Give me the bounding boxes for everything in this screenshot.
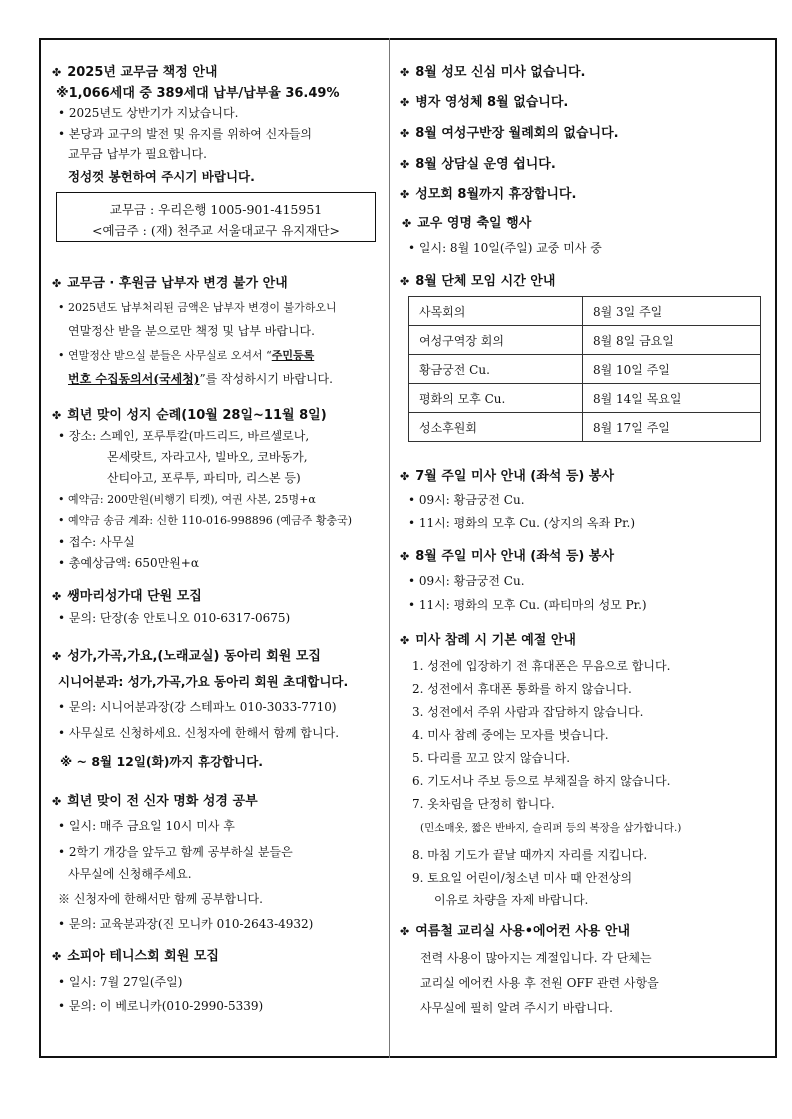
diamond-icon: ✤	[52, 590, 62, 603]
rule-item: 4. 미사 참례 중에는 모자를 벗습니다.	[412, 728, 609, 742]
account-holder: <예금주 : (재) 천주교 서울대교구 유지재단>	[92, 223, 340, 238]
text-line: • 11시: 평화의 모후 Cu. (파티마의 성모 Pr.)	[408, 598, 647, 612]
text-line: • 문의: 이 베로니카(010-2990-5339)	[58, 999, 264, 1013]
diamond-icon: ✤	[400, 470, 410, 483]
rule-item: 8. 마침 기도가 끝날 때까지 자리를 지킵니다.	[412, 848, 648, 862]
text-line: • 2025년도 납부처리된 금액은 납부자 변경이 불가하오니	[58, 301, 337, 314]
schedule-table	[408, 296, 761, 442]
section-title: ✤ 교무금 · 후원금 납부자 변경 불가 안내	[52, 276, 288, 291]
column-divider	[389, 38, 390, 1058]
diamond-icon: ✤	[400, 634, 410, 647]
section-title: ✤ 희년 맞이 성지 순례(10월 28일~11월 8일)	[52, 408, 327, 423]
text-line: 번호 수집동의서(국세청)”를 작성하시기 바랍니다.	[68, 372, 333, 386]
table-cell: 성소후원회	[409, 413, 583, 442]
diamond-icon: ✤	[400, 550, 410, 563]
diamond-icon: ✤	[400, 925, 410, 938]
text-line: • 접수: 사무실	[58, 535, 135, 549]
rule-item: 7. 옷차림을 단정히 합니다.	[412, 797, 555, 811]
emphasis-line: 정성껏 봉헌하여 주시기 바랍니다.	[68, 169, 255, 184]
table-cell: 사목회의	[409, 297, 583, 326]
section-title: ✤ 소피아 테니스회 회원 모집	[52, 949, 219, 964]
table-cell: 여성구역장 회의	[409, 326, 583, 355]
account-box	[56, 192, 376, 242]
text-line: • 예약금 송금 계좌: 신한 110-016-998896 (예금주 황충국)	[58, 514, 353, 527]
text-line: • 09시: 황금궁전 Cu.	[408, 574, 525, 588]
text-line: • 본당과 교구의 발전 및 유지를 위하여 신자들의	[58, 127, 313, 141]
section-title: ✤ 교우 영명 축일 행사	[402, 216, 532, 231]
text-line: • 2학기 개강을 앞두고 함께 공부하실 분들은	[58, 845, 293, 859]
section-title: ✤ 8월 주일 미사 안내 (좌석 등) 봉사	[400, 549, 614, 564]
rule-item: 9. 토요일 어린이/청소년 미사 때 안전상의	[412, 871, 633, 885]
diamond-icon: ✤	[400, 127, 410, 140]
text-line: • 일시: 매주 금요일 10시 미사 후	[58, 819, 235, 833]
diamond-icon: ✤	[52, 277, 62, 290]
text-line: 사무실에 필히 알려 주시기 바랍니다.	[420, 1001, 613, 1015]
text-line: 연말정산 받을 분으로만 책정 및 납부 바랍니다.	[68, 324, 315, 338]
table-cell: 8월 17일 주일	[583, 413, 761, 442]
table-row	[409, 384, 761, 413]
text-line: ※ 신청자에 한해서만 함께 공부합니다.	[58, 892, 263, 906]
diamond-icon: ✤	[400, 275, 410, 288]
notice-line: ✤ 8월 성모 신심 미사 없습니다.	[400, 65, 586, 80]
text-line: 전력 사용이 많아지는 계절입니다. 각 단체는	[420, 951, 652, 965]
rule-item: 이유로 차량을 자제 바랍니다.	[434, 893, 589, 907]
text-line: • 2025년도 상반기가 지났습니다.	[58, 106, 239, 120]
text-line: • 문의: 단장(송 안토니오 010-6317-0675)	[58, 611, 291, 625]
rule-item: 1. 성전에 입장하기 전 휴대폰은 무음으로 합니다.	[412, 659, 671, 673]
text-line: • 문의: 시니어분과장(강 스테파노 010-3033-7710)	[58, 700, 337, 714]
table-cell: 8월 10일 주일	[583, 355, 761, 384]
text-line: 산티아고, 포루투, 파티마, 리스본 등)	[107, 471, 301, 485]
table-row	[409, 355, 761, 384]
text-line: 몬세랏트, 자라고사, 빌바오, 코바동가,	[107, 450, 308, 464]
text-line: • 장소: 스페인, 포루투칼(마드리드, 바르셀로나,	[58, 429, 310, 443]
section-title: ✤ 성가,가곡,가요,(노래교실) 동아리 회원 모집	[52, 649, 321, 664]
section-subtitle: ※1,066세대 중 389세대 납부/납부율 36.49%	[56, 86, 340, 101]
rule-item: 5. 다리를 꼬고 앉지 않습니다.	[412, 751, 571, 765]
text-line: • 문의: 교육분과장(진 모니카 010-2643-4932)	[58, 917, 314, 931]
diamond-icon: ✤	[400, 66, 410, 79]
section-title: ✤ 여름철 교리실 사용•에어컨 사용 안내	[400, 924, 631, 939]
diamond-icon: ✤	[52, 650, 62, 663]
rule-note: (민소매옷, 짧은 반바지, 슬리퍼 등의 복장을 삼가합니다.)	[420, 822, 682, 834]
table-cell: 황금궁전 Cu.	[409, 355, 583, 384]
text-line: • 예약금: 200만원(비행기 티켓), 여권 사본, 25명+α	[58, 493, 316, 506]
section-title: ✤ 희년 맞이 전 신자 명화 성경 공부	[52, 794, 258, 809]
text-line: • 사무실로 신청하세요. 신청자에 한해서 함께 합니다.	[58, 726, 340, 740]
section-title: ✤ 8월 단체 모임 시간 안내	[400, 274, 556, 289]
text-line: • 총예상금액: 650만원+α	[58, 556, 199, 570]
note-line: ※ ~ 8월 12일(화)까지 휴강합니다.	[60, 754, 264, 769]
section-title: ✤ 7월 주일 미사 안내 (좌석 등) 봉사	[400, 469, 614, 484]
rule-item: 2. 성전에서 휴대폰 통화를 하지 않습니다.	[412, 682, 632, 696]
diamond-icon: ✤	[52, 409, 62, 422]
diamond-icon: ✤	[400, 158, 410, 171]
table-row	[409, 413, 761, 442]
text-line: • 연말정산 받으실 분들은 사무실로 오셔서 “주민등록	[58, 349, 315, 362]
text-line: • 일시: 7월 27일(주일)	[58, 975, 183, 989]
table-cell: 평화의 모후 Cu.	[409, 384, 583, 413]
diamond-icon: ✤	[52, 795, 62, 808]
table-cell: 8월 8일 금요일	[583, 326, 761, 355]
section-title: ✤ 쌩마리성가대 단원 모집	[52, 589, 202, 604]
diamond-icon: ✤	[400, 96, 410, 109]
text-line: 사무실에 신청해주세요.	[68, 867, 192, 881]
emphasis-line: 시니어분과: 성가,가곡,가요 동아리 회원 초대합니다.	[58, 674, 349, 689]
table-cell: 8월 14일 목요일	[583, 384, 761, 413]
rule-item: 6. 기도서나 주보 등으로 부채질을 하지 않습니다.	[412, 774, 671, 788]
table-row	[409, 326, 761, 355]
account-line: 교무금 : 우리은행 1005-901-415951	[109, 202, 323, 217]
text-line: • 09시: 황금궁전 Cu.	[408, 493, 525, 507]
notice-line: ✤ 8월 상담실 운영 쉽니다.	[400, 157, 556, 172]
diamond-icon: ✤	[52, 66, 62, 79]
diamond-icon: ✤	[52, 950, 62, 963]
section-title: ✤ 미사 참례 시 기본 예절 안내	[400, 633, 576, 648]
rule-item: 3. 성전에서 주위 사람과 잡담하지 않습니다.	[412, 705, 644, 719]
text-line: • 일시: 8월 10일(주일) 교중 미사 중	[408, 241, 602, 255]
notice-line: ✤ 병자 영성체 8월 없습니다.	[400, 95, 569, 110]
text-line: 교리실 에어컨 사용 후 전원 OFF 관련 사항을	[420, 976, 659, 990]
diamond-icon: ✤	[402, 217, 412, 230]
notice-line: ✤ 8월 여성구반장 월례회의 없습니다.	[400, 126, 619, 141]
table-cell: 8월 3일 주일	[583, 297, 761, 326]
table-row	[409, 297, 761, 326]
diamond-icon: ✤	[400, 188, 410, 201]
text-line: • 11시: 평화의 모후 Cu. (상지의 옥좌 Pr.)	[408, 516, 635, 530]
section-title: ✤ 2025년 교무금 책정 안내	[52, 65, 218, 80]
text-line: 교무금 납부가 필요합니다.	[68, 147, 207, 161]
notice-line: ✤ 성모회 8월까지 휴장합니다.	[400, 187, 577, 202]
